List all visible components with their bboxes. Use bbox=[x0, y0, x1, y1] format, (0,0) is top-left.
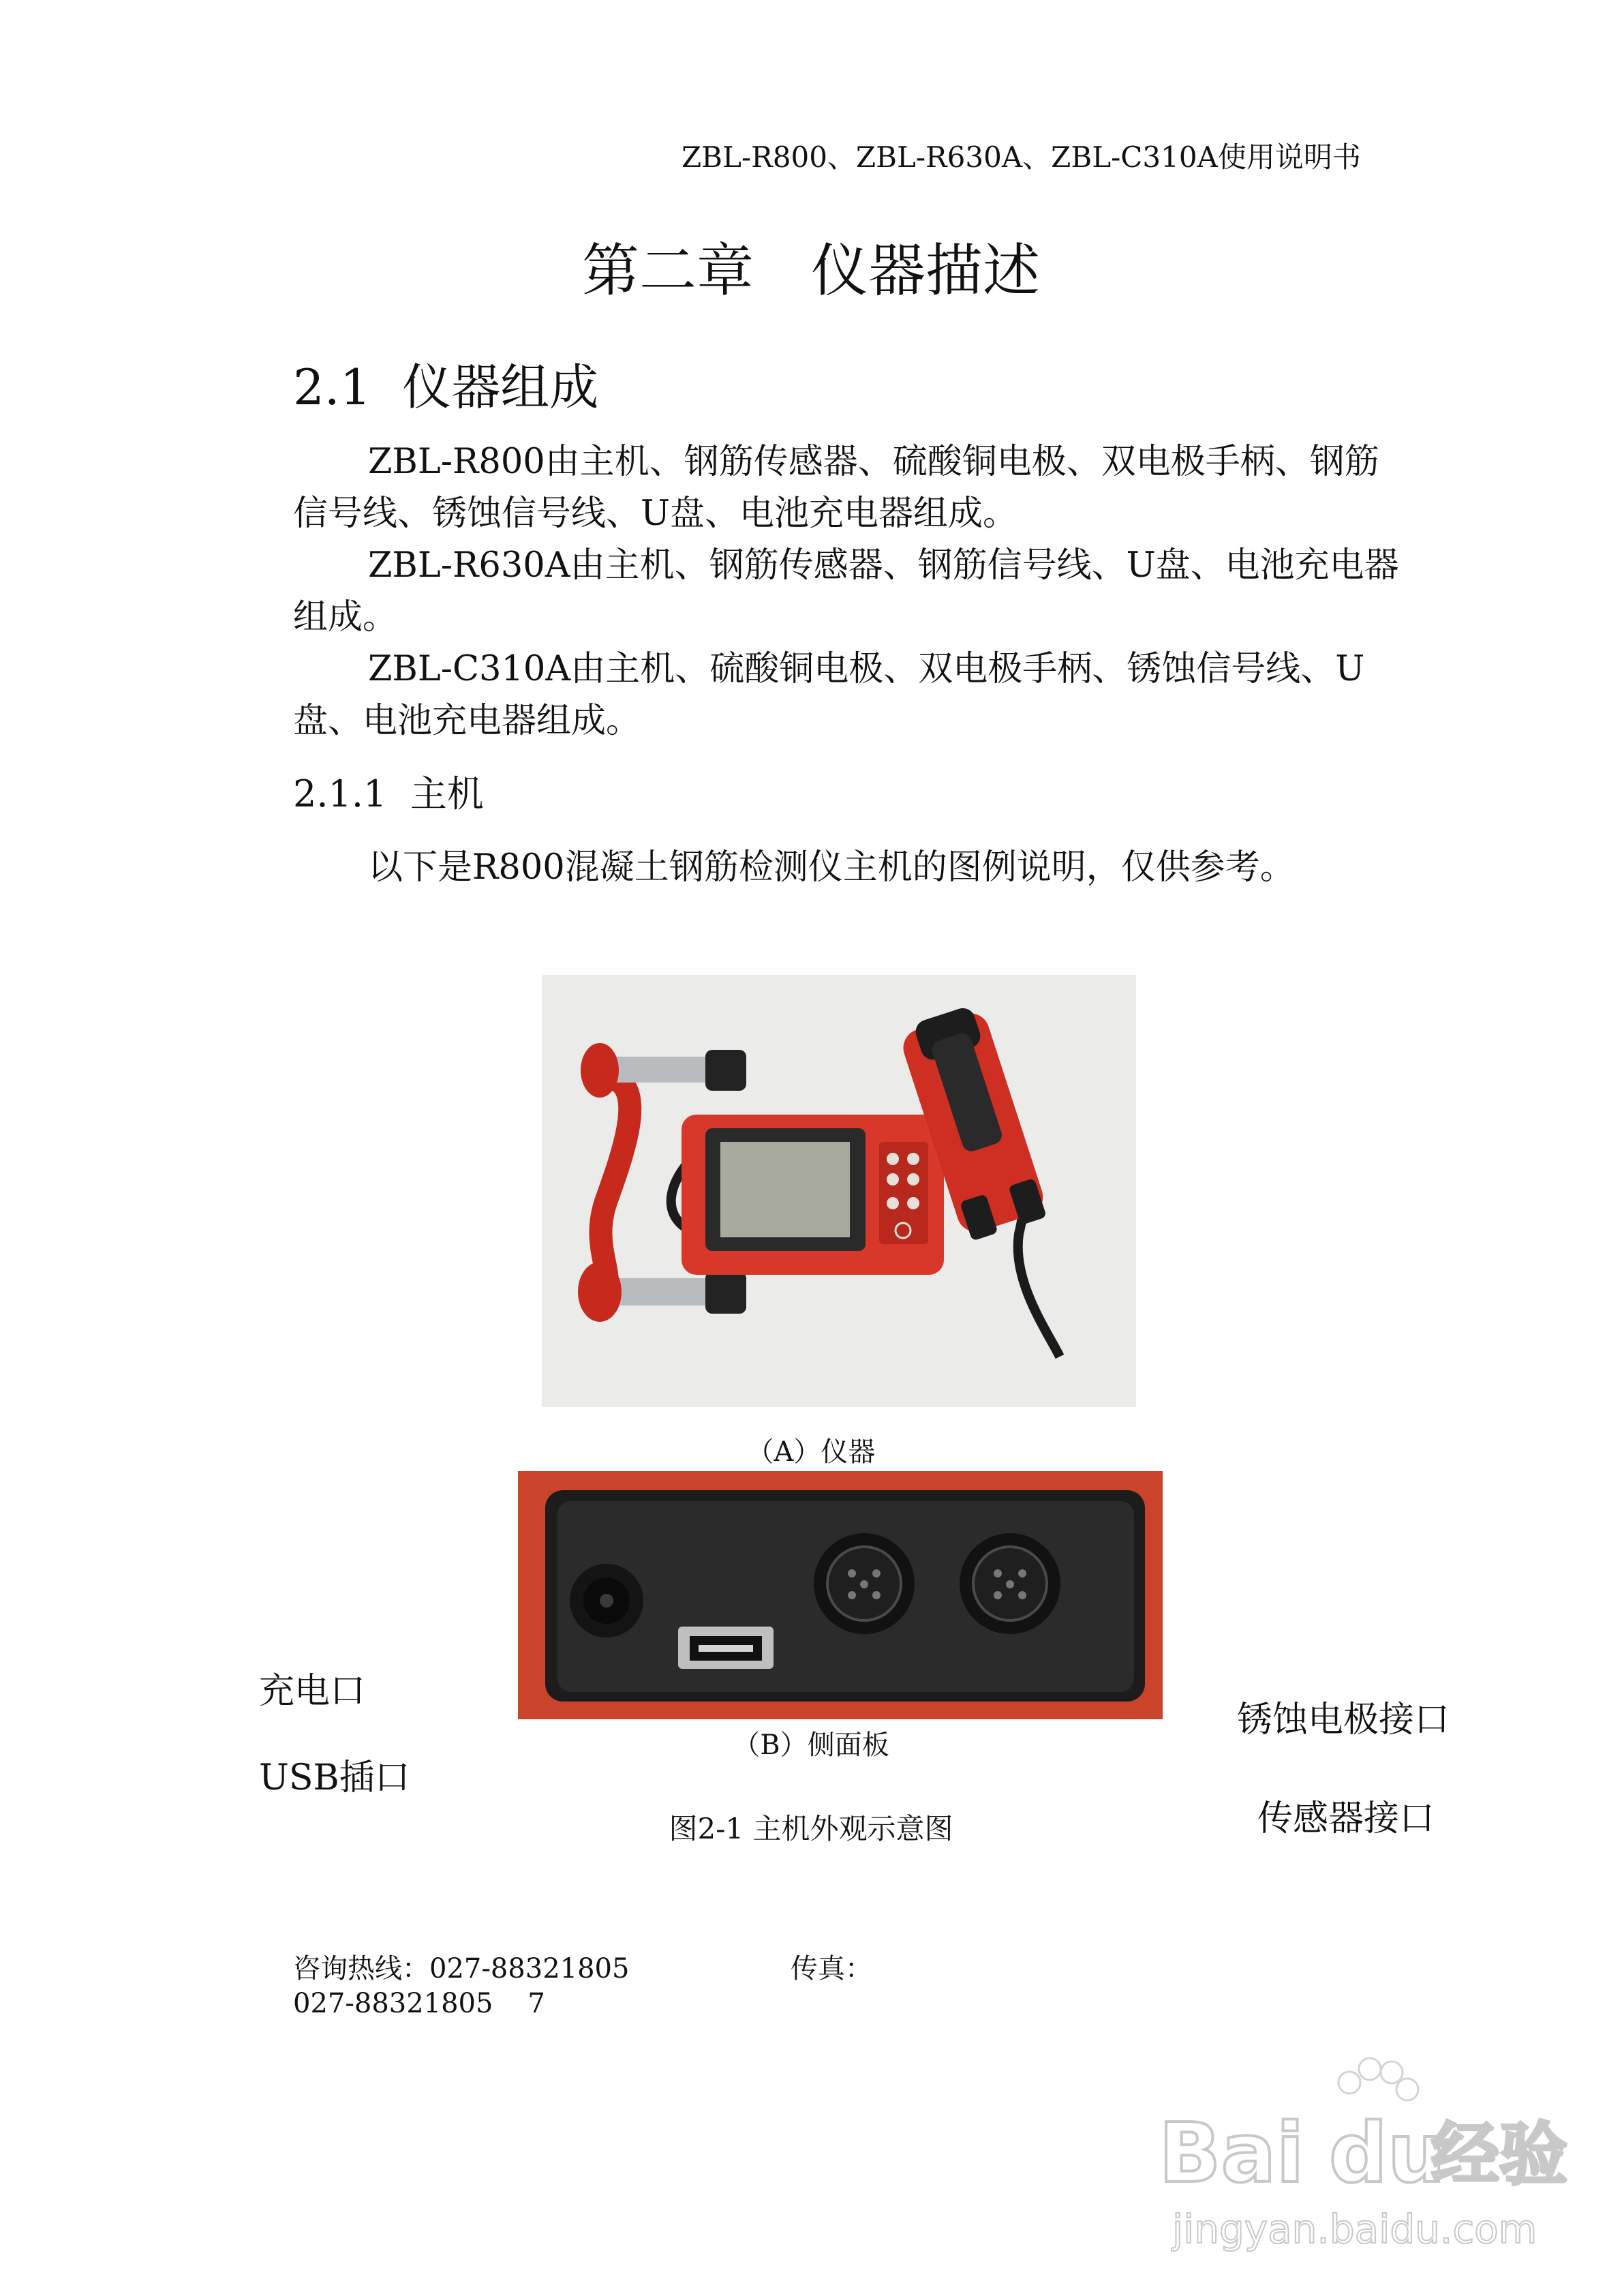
chapter-title: 第二章 仪器描述 bbox=[581, 237, 1040, 304]
paragraph-c310a: ZBL-C310A由主机、硫酸铜电极、双电极手柄、锈蚀信号线、U盘、电池充电器组成。 bbox=[293, 649, 1365, 741]
subsection-title: 2.1.1 主机 bbox=[293, 772, 484, 815]
watermark-brand: Bai bbox=[1159, 2106, 1304, 2201]
baidu-jingyan-watermark bbox=[1145, 2045, 1567, 2263]
watermark-url: jingyan.baidu.com bbox=[1172, 2206, 1537, 2252]
watermark-brand-du: du bbox=[1329, 2106, 1446, 2201]
subsection-intro: 以下是R800混凝土钢筋检测仪主机的图例说明，仅供参考。 bbox=[368, 847, 1295, 888]
photo-b-caption: （B）侧面板 bbox=[733, 1729, 889, 1761]
corrosion-port-label: 锈蚀电极接口 bbox=[1237, 1700, 1450, 1740]
paragraph-r800: ZBL-R800由主机、钢筋传感器、硫酸铜电极、双电极手柄、钢筋信号线、锈蚀信号线、U盘、电池充电器组成。 bbox=[293, 442, 1379, 534]
figure-caption: 图2-1 主机外观示意图 bbox=[669, 1812, 953, 1845]
side-panel-photo bbox=[518, 1471, 1163, 1719]
watermark-product: 经验 bbox=[1431, 2115, 1567, 2194]
charge-port-label: 充电口 bbox=[259, 1671, 366, 1712]
photo-a-caption: （A）仪器 bbox=[746, 1436, 876, 1468]
document-header: ZBL-R800、ZBL-R630A、ZBL-C310A使用说明书 bbox=[682, 140, 1361, 174]
footer-hotline: 咨询热线：027-88321805 bbox=[293, 1953, 630, 1984]
paragraph-r630a: ZBL-R630A由主机、钢筋传感器、钢筋信号线、U盘、电池充电器组成。 bbox=[293, 545, 1399, 637]
instrument-photo bbox=[542, 975, 1136, 1407]
sensor-port-label: 传感器接口 bbox=[1257, 1798, 1435, 1839]
usb-port-label: USB插口 bbox=[259, 1757, 410, 1798]
section-title: 2.1 仪器组成 bbox=[293, 359, 599, 416]
footer-fax-label: 传真： bbox=[791, 1953, 872, 1984]
footer-fax-page: 027-88321805 7 bbox=[293, 1988, 545, 2019]
